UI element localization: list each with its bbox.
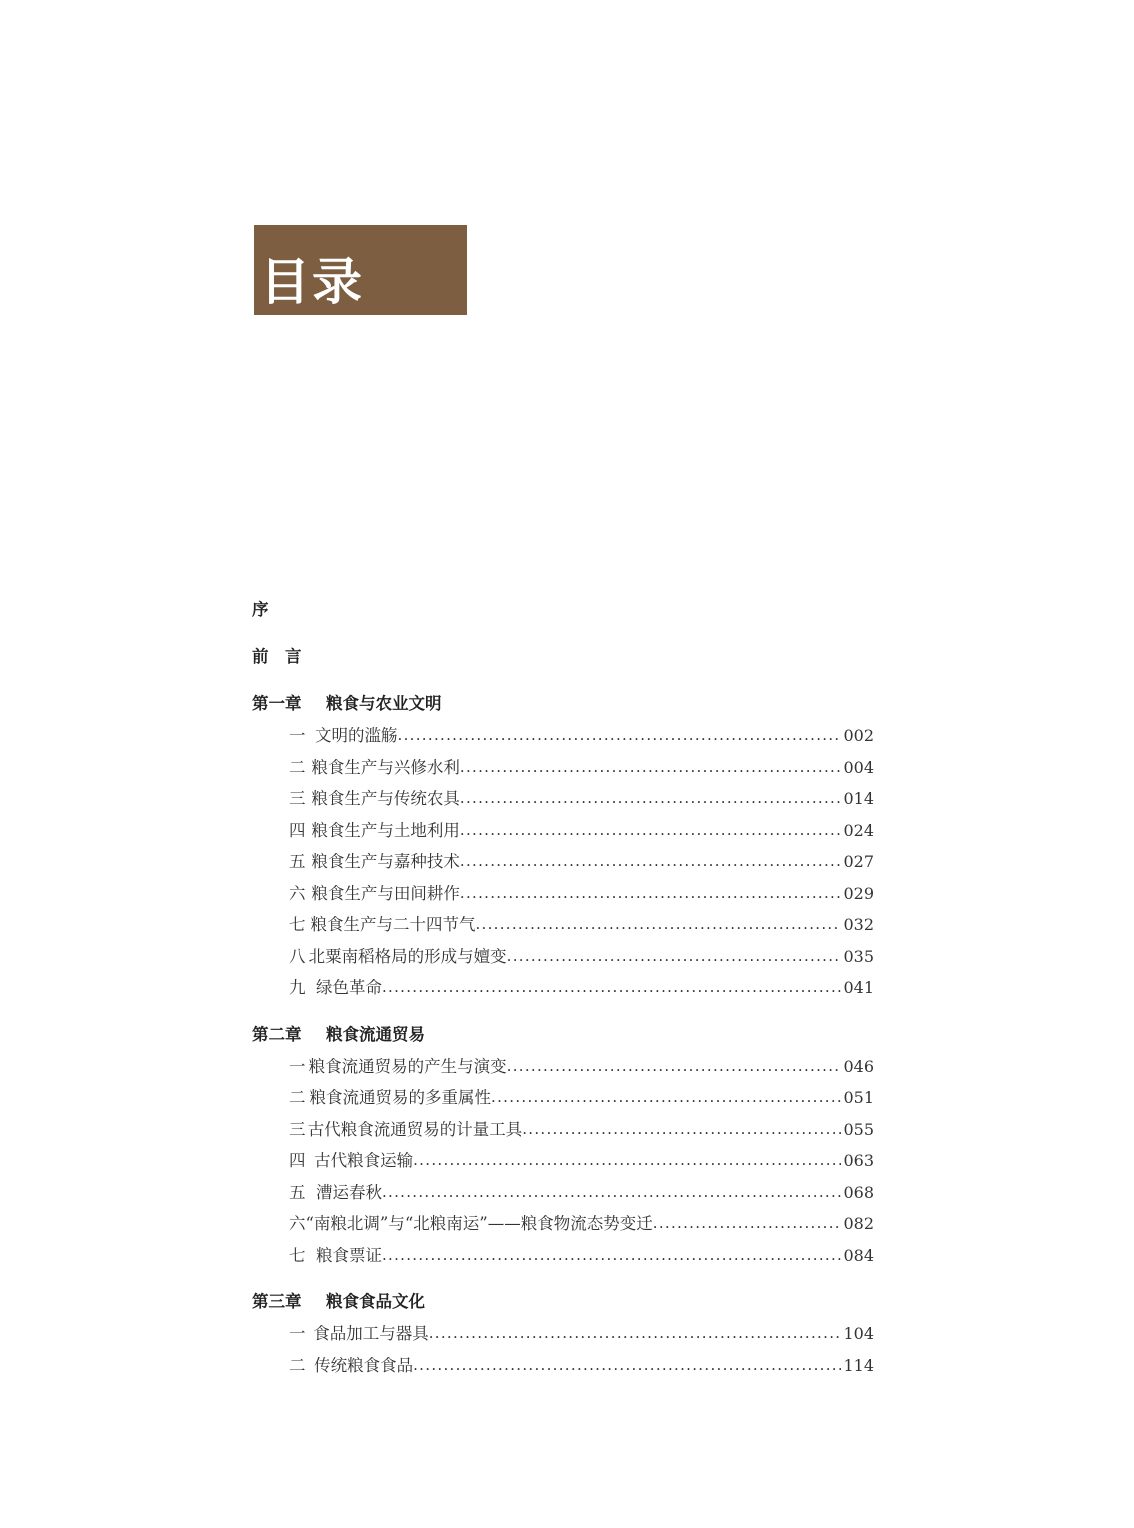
entry-number: 四 — [289, 1151, 306, 1170]
entry-number: 四 — [289, 820, 306, 840]
entry-title: 食品加工与器具 — [313, 1324, 429, 1343]
chapter-heading[interactable] — [252, 1286, 874, 1318]
toc-entry[interactable] — [252, 972, 874, 1004]
entry-page-number: 035 — [843, 946, 874, 966]
toc-entry[interactable] — [252, 1350, 874, 1382]
dot-leader — [382, 1240, 842, 1272]
entry-number: 二 — [289, 1088, 306, 1107]
entry-number: 八 — [289, 946, 306, 966]
entry-title: 粮食流通贸易的多重属性 — [309, 1088, 492, 1107]
chapter-title: 粮食流通贸易 — [326, 1024, 425, 1044]
entry-title: 粮食生产与土地利用 — [311, 820, 460, 840]
toc-entry[interactable] — [252, 1240, 874, 1272]
entry-page-number: 002 — [843, 726, 874, 745]
chapter-heading[interactable] — [252, 1019, 874, 1051]
entry-page-number: 084 — [843, 1245, 874, 1265]
toc-entry[interactable] — [252, 941, 874, 973]
entry-number: 二 — [289, 757, 306, 777]
dot-leader — [507, 1051, 842, 1083]
dot-leader — [460, 815, 842, 847]
entry-number: 七 — [289, 915, 306, 934]
toc-entry[interactable] — [252, 1114, 874, 1146]
chapter — [252, 688, 874, 1004]
toc-entry[interactable] — [252, 1177, 874, 1209]
dot-leader — [491, 1082, 841, 1114]
entry-page-number: 027 — [843, 852, 874, 871]
entry-page-number: 014 — [843, 789, 874, 808]
entry-title: 粮食生产与二十四节气 — [310, 915, 476, 934]
entry-page-number: 104 — [843, 1324, 874, 1343]
entry-title: 古代粮食运输 — [314, 1151, 414, 1170]
entry-number: 一 — [289, 726, 306, 745]
dot-leader — [460, 752, 842, 784]
entry-number: 一 — [289, 1056, 306, 1076]
chapter-number: 第三章 — [252, 1292, 302, 1311]
chapter-heading[interactable] — [252, 688, 874, 720]
entry-page-number: 055 — [843, 1119, 874, 1139]
chapter-title: 粮食食品文化 — [326, 1292, 425, 1311]
chapter-number: 第二章 — [252, 1024, 302, 1044]
entry-number: 一 — [289, 1324, 306, 1343]
entry-title: 粮食生产与兴修水利 — [311, 757, 460, 777]
entry-number: 六 — [289, 883, 306, 903]
entry-title: 传统粮食食品 — [314, 1355, 414, 1375]
entry-title: 粮食生产与田间耕作 — [311, 883, 460, 903]
entry-number: 五 — [289, 1182, 306, 1202]
dot-leader — [413, 1350, 841, 1382]
entry-number: 六 — [289, 1214, 306, 1233]
entry-page-number: 029 — [843, 883, 874, 903]
entry-page-number: 082 — [843, 1214, 874, 1233]
dot-leader — [382, 1177, 842, 1209]
toc-entry[interactable] — [252, 909, 874, 941]
toc-entry[interactable] — [252, 720, 874, 752]
toc-entry[interactable] — [252, 878, 874, 910]
entry-page-number: 024 — [843, 820, 874, 840]
chapter-list — [252, 688, 874, 1381]
toc-entry[interactable] — [252, 815, 874, 847]
entry-number: 九 — [289, 978, 306, 997]
entry-page-number: 063 — [843, 1151, 874, 1170]
entry-title: 文明的滥觞 — [315, 726, 398, 745]
toc-entry[interactable] — [252, 1208, 874, 1240]
entry-number: 二 — [289, 1355, 306, 1375]
entry-page-number: 068 — [843, 1182, 874, 1202]
toc-entry[interactable] — [252, 1051, 874, 1083]
entry-page-number: 114 — [843, 1355, 874, 1375]
page-title: 目录 — [260, 252, 364, 311]
entry-title: 粮食票证 — [315, 1245, 382, 1265]
entry-number: 五 — [289, 852, 306, 871]
front-matter-foreword[interactable]: 前 言 — [252, 647, 302, 666]
dot-leader — [522, 1114, 841, 1146]
entry-title: 粮食流通贸易的产生与演变 — [308, 1056, 507, 1076]
dot-leader — [382, 972, 842, 1004]
chapter-title: 粮食与农业文明 — [326, 694, 442, 713]
entry-title: 古代粮食流通贸易的计量工具 — [307, 1119, 523, 1139]
entry-title: “南粮北调”与“北粮南运”——粮食物流态势变迁 — [305, 1214, 653, 1233]
entry-number: 三 — [289, 1119, 306, 1139]
dot-leader — [507, 941, 842, 973]
front-matter-preface[interactable]: 序 — [252, 600, 269, 619]
entry-title: 粮食生产与嘉种技术 — [311, 852, 460, 871]
entry-page-number: 046 — [843, 1056, 874, 1076]
entry-title: 北粟南稻格局的形成与嬗变 — [308, 946, 507, 966]
dot-leader — [475, 909, 841, 941]
toc-entry[interactable] — [252, 783, 874, 815]
dot-leader — [460, 878, 842, 910]
chapter — [252, 1019, 874, 1272]
dot-leader — [653, 1208, 842, 1240]
table-of-contents — [252, 594, 874, 1381]
dot-leader — [460, 846, 842, 878]
chapter — [252, 1286, 874, 1381]
toc-entry[interactable] — [252, 1145, 874, 1177]
entry-page-number: 032 — [843, 915, 874, 934]
dot-leader — [429, 1318, 842, 1350]
entry-title: 漕运春秋 — [315, 1182, 382, 1202]
dot-leader — [413, 1145, 841, 1177]
entry-number: 七 — [289, 1245, 306, 1265]
dot-leader — [398, 720, 842, 752]
entry-page-number: 051 — [843, 1088, 874, 1107]
entry-page-number: 004 — [843, 757, 874, 777]
chapter-number: 第一章 — [252, 694, 302, 713]
entry-title: 粮食生产与传统农具 — [311, 789, 460, 808]
toc-entry[interactable] — [252, 752, 874, 784]
entry-page-number: 041 — [843, 978, 874, 997]
entry-number: 三 — [289, 789, 306, 808]
dot-leader — [460, 783, 842, 815]
entry-title: 绿色革命 — [315, 978, 382, 997]
toc-entry[interactable] — [252, 1318, 874, 1350]
toc-entry[interactable] — [252, 846, 874, 878]
toc-entry[interactable] — [252, 1082, 874, 1114]
title-block — [254, 225, 467, 315]
